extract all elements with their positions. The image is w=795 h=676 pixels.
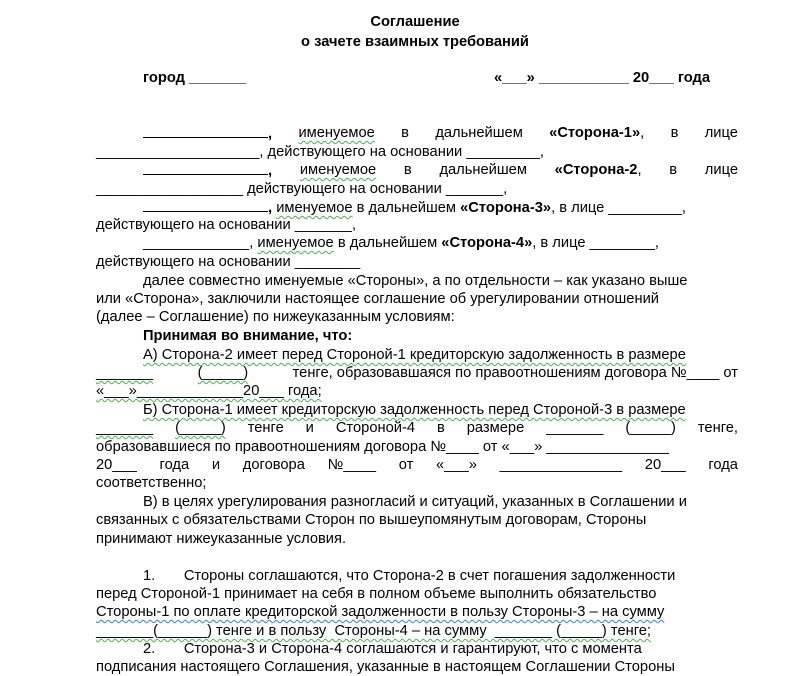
- item-b-line-3: образовавшиеся по правоотношениям договора №____ от «___» _______________: [96, 439, 669, 455]
- preamble-line-1: далее совместно именуемые «Стороны», а по отдельности – как указано выше: [143, 273, 688, 289]
- date-day: «___»: [494, 70, 535, 86]
- document-title: Соглашение: [370, 14, 460, 30]
- item-a-line-1: А) Сторона-2 имеет перед Стороной-1 кредиторскую задолженность в размере: [143, 347, 686, 363]
- party-1-line: , именуемое в дальнейшем «Сторона-1», в лице: [143, 124, 738, 143]
- clause-2-line-2: подписания настоящего Соглашения, указанные в настоящем Соглашении Стороны: [96, 659, 675, 675]
- party-2-basis: __________________ действующего на основании _______,: [96, 181, 508, 197]
- party-4-basis: действующего на основании ________: [96, 254, 361, 270]
- item-a-line-2: _______ (_____) тенге, образовавшаяся по правоотношениям договора №____ от: [96, 365, 738, 381]
- item-c-line-1: В) в целях урегулирования разногласий и ситуаций, указанных в Соглашении и: [143, 494, 687, 510]
- item-b-line-2: _______ (_____) тенге и Стороной-4 в размере _______ (_____) тенге,: [96, 420, 738, 436]
- considering-heading: Принимая во внимание, что:: [143, 328, 353, 344]
- clause-2-line-1: 2. Сторона-3 и Сторона-4 соглашаются и гарантируют, что с момента: [143, 641, 642, 657]
- clause-1-line-1: 1. Стороны соглашаются, что Сторона-2 в счет погашения задолженности: [143, 568, 676, 584]
- date-line: [494, 69, 710, 87]
- item-b-line-1: Б) Сторона-1 имеет кредиторскую задолженность перед Стороной-3 в размере: [143, 402, 686, 418]
- clause-1-line-3: Стороны-1 по оплате кредиторской задолженности в пользу Стороны-3 – на сумму: [96, 604, 665, 620]
- party-4-line: _____________, именуемое в дальнейшем «Сторона-4», в лице ________,: [143, 235, 659, 251]
- item-b-line-4: 20___ года и договора №____ от «___» _______________ 20___ года: [96, 457, 738, 473]
- date-month: ___________: [538, 70, 629, 86]
- city-line: город _______: [143, 70, 247, 86]
- party-1-basis: ____________________, действующего на основании _________,: [96, 144, 544, 160]
- item-b-line-5: соответственно;: [96, 475, 207, 491]
- item-c-line-2: связанных с обязательствами Сторон по вышеупомянутым договорам, Стороны: [96, 512, 647, 528]
- document-subtitle: о зачете взаимных требований: [301, 34, 529, 50]
- party-2-line: , именуемое в дальнейшем «Сторона-2, в лице: [143, 161, 738, 180]
- clause-1-line-4: _______(______) тенге и в пользу Стороны-4 – на сумму _______ (_____) тенге;: [96, 623, 652, 639]
- date-year: 20___ года: [632, 70, 711, 86]
- item-a-line-3: «___»_____________20___ года;: [96, 383, 322, 399]
- preamble-line-2: или «Сторона», заключили настоящее соглашение об урегулировании отношений: [96, 291, 659, 307]
- clause-1-line-2: перед Стороной-1 принимает на себя в полном объеме выполнить обязательство: [96, 586, 657, 602]
- party-3-line: , именуемое в дальнейшем «Сторона-3», в лице _________,: [143, 198, 686, 217]
- party-3-basis: действующего на основании _______,: [96, 217, 357, 233]
- item-c-line-3: принимают нижеуказанные условия.: [96, 531, 347, 547]
- preamble-line-3: (далее – Соглашение) по нижеуказанным условиям:: [96, 309, 455, 325]
